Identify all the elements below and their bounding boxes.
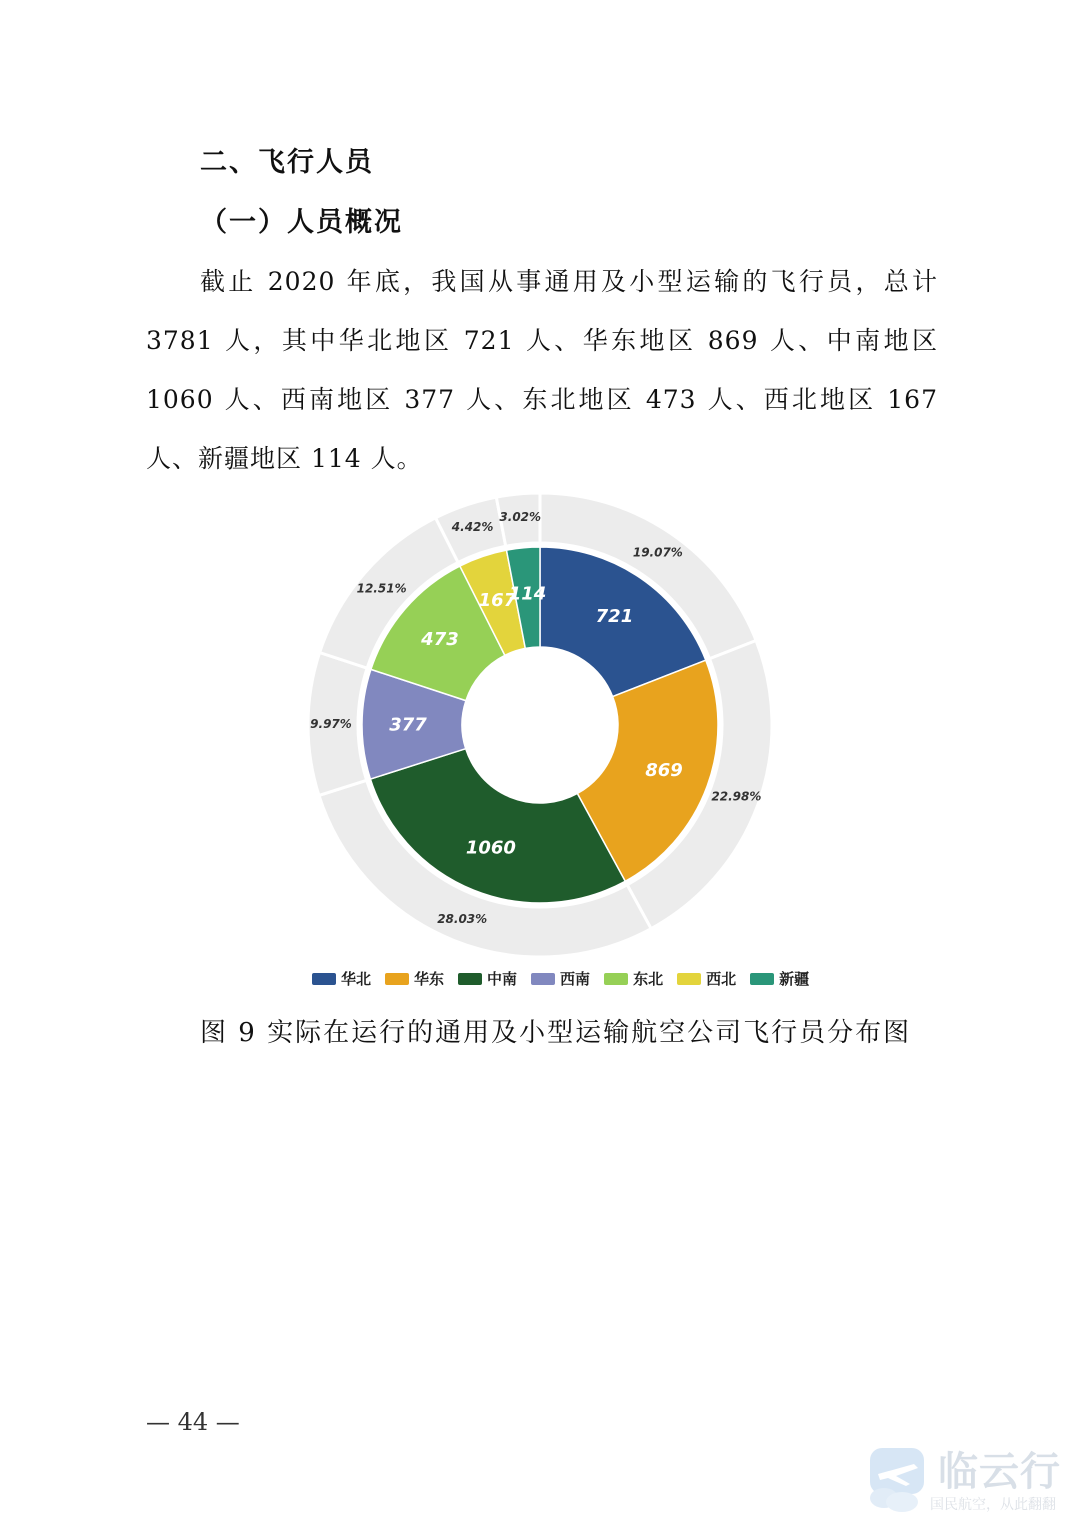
figure-caption: 图 9 实际在运行的通用及小型运输航空公司飞行员分布图 (200, 1018, 912, 1048)
percent-label-西南: 9.97% (310, 717, 352, 732)
slice-value-label-西南: 377 (389, 714, 427, 736)
slice-value-label-中南: 1060 (465, 837, 516, 859)
legend-label: 新疆 (779, 970, 810, 988)
legend-swatch (604, 973, 628, 985)
donut-chart (290, 490, 790, 960)
percent-label-中南: 28.03% (437, 911, 488, 926)
slice-value-label-东北: 473 (421, 628, 459, 650)
donut-hole (462, 647, 618, 803)
legend-label: 华北 (341, 970, 372, 988)
legend-item-中南 (458, 968, 517, 989)
percent-label-华东: 22.98% (711, 789, 762, 804)
section-heading: 二、飞行人员 (200, 147, 374, 178)
slice-value-label-华北: 721 (595, 605, 634, 627)
percent-label-西北: 4.42% (451, 520, 494, 535)
legend-item-华东 (385, 968, 444, 989)
body-paragraph: 截止 2020 年底，我国从事通用及小型运输的飞行员，总计 3781 人，其中华北地区 721 人、华东地区 869 人、中南地区 1060 人、西南地区 377 人、东北地区 473 人、西北地区 167 人、新疆地区 114 人。 (146, 267, 938, 473)
legend-item-西北 (677, 968, 736, 989)
plane-cloud-icon (866, 1444, 930, 1516)
subsection-heading: （一）人员概况 (200, 207, 403, 238)
legend-swatch (312, 973, 336, 985)
percent-label-东北: 12.51% (356, 581, 407, 596)
legend-swatch (458, 973, 482, 985)
legend-item-新疆 (750, 968, 809, 989)
legend-swatch (385, 973, 409, 985)
legend-label: 中南 (487, 970, 518, 988)
slice-value-label-华东: 869 (645, 760, 683, 782)
legend-swatch (677, 973, 701, 985)
page-number: — 44 — (146, 1408, 240, 1436)
percent-label-新疆: 3.02% (499, 509, 542, 524)
watermark-title: 临云行 (938, 1449, 1061, 1495)
legend-item-西南 (531, 968, 590, 989)
legend-swatch (750, 973, 774, 985)
legend-label: 华东 (414, 970, 445, 988)
legend-label: 西南 (560, 970, 591, 988)
legend-swatch (531, 973, 555, 985)
percent-label-华北: 19.07% (632, 545, 683, 560)
legend-item-华北 (312, 968, 371, 989)
legend-label: 东北 (633, 970, 664, 988)
slice-value-label-西北: 167 (478, 590, 517, 612)
slice-value-label-新疆: 114 (508, 583, 547, 605)
watermark-subtitle: 国民航空，从此翻翻 (930, 1497, 1056, 1513)
chart-legend (312, 968, 809, 989)
legend-label: 西北 (706, 970, 737, 988)
legend-item-东北 (604, 968, 663, 989)
watermark-logo (866, 1440, 1066, 1520)
